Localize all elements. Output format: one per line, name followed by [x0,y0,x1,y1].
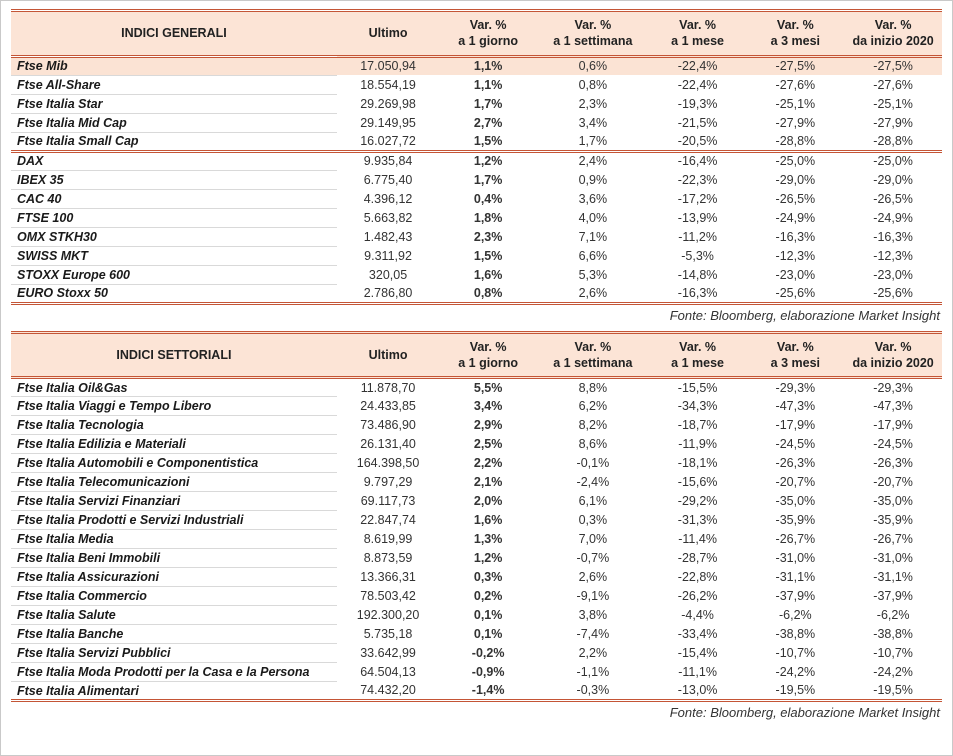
var-1w-value: 0,3% [578,513,608,527]
var-1m-value: -13,0% [677,683,718,698]
var-ytd-value: -24,2% [873,665,913,679]
var-ytd-value: -6,2% [876,608,910,622]
var-ytd-value: -27,5% [844,56,942,75]
index-name: IBEX 35 [11,170,337,189]
var-1m-value: -20,5% [677,133,718,148]
var-1g-value: -1,4% [471,683,505,698]
var-3m-value: -29,3% [775,380,816,395]
var-3m-value: -27,5% [746,56,844,75]
column-header-var-da-inizio-2020: Var. % da inizio 2020 [844,332,942,378]
index-row [11,227,942,246]
var-1w-value: 6,6% [578,248,608,263]
index-row [11,378,942,397]
index-row [11,265,942,284]
var-3m-value: -35,0% [775,494,816,508]
index-name: Ftse Italia Alimentari [11,682,337,701]
index-row [11,151,942,170]
column-header-nome: INDICI GENERALI [11,11,337,57]
var-1m-value: -15,4% [677,646,718,660]
header-row [11,332,942,378]
var-ytd-value: -27,6% [873,77,913,92]
var-1w-value: -7,4% [576,627,610,641]
ultimo-value: 13.366,31 [360,570,416,584]
var-1m-value: -21,5% [677,115,718,130]
index-row [11,113,942,132]
column-header-nome: INDICI SETTORIALI [11,332,337,378]
index-name: Ftse Italia Oil&Gas [11,378,337,397]
var-1g-value: 1,2% [473,551,503,565]
var-1m-value: -11,9% [678,437,717,451]
var-3m-value: -23,0% [775,267,816,282]
var-3m-value: -19,5% [775,683,816,698]
var-1w-value: 4,0% [578,210,608,225]
var-1w-value: -2,4% [576,475,610,489]
var-1w-value: -9,1% [576,589,610,603]
column-header-var-3-mesi: Var. % a 3 mesi [746,332,844,378]
index-name: Ftse Italia Small Cap [11,132,337,151]
index-row [11,170,942,189]
indici-generali-section [11,9,942,327]
ultimo-value: 4.396,12 [363,191,413,206]
index-name: OMX STKH30 [11,227,337,246]
var-1g-value: 2,1% [473,475,503,489]
var-1m-value: -16,4% [649,151,747,170]
var-1g-value: 1,3% [473,532,503,546]
var-3m-value: -38,8% [775,627,816,641]
ultimo-value: 17.050,94 [337,56,439,75]
var-ytd-value: -23,0% [873,267,913,282]
index-name: Ftse Italia Prodotti e Servizi Industriali [11,511,337,530]
column-header-var-1-mese: Var. % a 1 mese [649,332,747,378]
var-ytd-value: -25,0% [844,151,942,170]
ultimo-value: 29.269,98 [360,96,416,111]
var-3m-value: -28,8% [775,133,816,148]
indici-settoriali-section [11,331,942,725]
ultimo-value: 26.131,40 [360,437,416,451]
index-row [11,435,942,454]
ultimo-value: 73.486,90 [360,418,416,432]
ultimo-value: 78.503,42 [360,589,416,603]
var-1m-value: -22,4% [649,56,747,75]
index-name: Ftse All-Share [11,75,337,94]
column-header-var-1-mese: Var. % a 1 mese [649,11,747,57]
var-1w-value: 0,8% [578,77,608,92]
var-1g-value: 3,4% [473,399,503,413]
table-indici-generali [11,9,942,305]
var-3m-value: -25,1% [775,96,816,111]
ultimo-value: 74.432,20 [360,683,416,698]
source-note-settoriali: Fonte: Bloomberg, elaborazione Market Insight [669,705,940,720]
var-1w-value: 8,8% [578,380,608,395]
ultimo-value: 164.398,50 [356,456,420,470]
column-header-var-da-inizio-2020: Var. % da inizio 2020 [844,11,942,57]
table-indici-settoriali [11,331,942,703]
var-1w-value: 8,2% [578,418,608,432]
index-row [11,644,942,663]
index-name: Ftse Italia Commercio [11,587,337,606]
var-1g-value: 0,3% [473,570,503,584]
var-1m-value: -11,2% [678,229,717,244]
index-name: Ftse Italia Viaggi e Tempo Libero [11,397,337,416]
var-ytd-value: -35,9% [873,513,913,527]
ultimo-value: 5.735,18 [363,627,413,641]
var-1g-value: 0,2% [473,589,503,603]
var-1w-value: 2,6% [578,570,608,584]
index-row [11,284,942,303]
var-1g-value: 1,2% [439,151,537,170]
var-1g-value: 2,0% [473,494,503,508]
var-1m-value: -31,3% [677,513,718,527]
column-header-ultimo: Ultimo [337,11,439,57]
var-1m-value: -13,9% [677,210,718,225]
var-ytd-value: -29,0% [873,172,913,187]
column-header-ultimo: Ultimo [337,332,439,378]
ultimo-value: 9.311,92 [364,248,412,263]
var-ytd-value: -24,5% [873,437,913,451]
var-ytd-value: -31,1% [873,570,913,584]
var-1w-value: -0,3% [576,683,610,698]
var-ytd-value: -29,3% [873,380,913,395]
var-3m-value: -10,7% [775,646,816,660]
var-1m-value: -22,8% [677,570,718,584]
var-1w-value: 2,3% [578,96,608,111]
var-1w-value: 3,8% [578,608,608,622]
indici-generali-table-host [11,9,942,305]
ultimo-value: 18.554,19 [360,77,416,92]
ultimo-value: 8.619,99 [363,532,413,546]
ultimo-value: 64.504,13 [360,665,416,679]
var-1m-value: -16,3% [677,285,718,300]
var-3m-value: -27,9% [775,115,816,130]
var-ytd-value: -25,6% [873,285,913,300]
var-1m-value: -33,4% [677,627,718,641]
var-3m-value: -31,0% [775,551,816,565]
var-ytd-value: -20,7% [873,475,913,489]
var-1g-value: 1,6% [473,267,503,282]
header-row [11,11,942,57]
var-ytd-value: -24,9% [873,210,913,225]
index-row [11,606,942,625]
index-row [11,587,942,606]
var-1g-value: 2,3% [473,229,503,244]
var-1w-value: 3,6% [578,191,608,206]
index-name: Ftse Italia Mid Cap [11,113,337,132]
index-row [11,454,942,473]
index-row [11,663,942,682]
index-name: Ftse Italia Star [11,94,337,113]
var-ytd-value: -25,1% [873,96,913,111]
var-1g-value: -0,9% [471,665,505,679]
var-1g-value: 1,5% [473,133,503,148]
var-1m-value: -22,3% [677,172,718,187]
var-ytd-value: -47,3% [873,399,913,413]
index-name: STOXX Europe 600 [11,265,337,284]
index-name: FTSE 100 [11,208,337,227]
var-1w-value: -1,1% [576,665,610,679]
var-1g-value: 1,1% [473,77,503,92]
ultimo-value: 192.300,20 [356,608,420,622]
var-1g-value: 0,4% [473,191,503,206]
var-3m-value: -27,6% [775,77,816,92]
index-row [11,625,942,644]
var-3m-value: -29,0% [775,172,816,187]
var-1m-value: -15,6% [677,475,718,489]
index-name: SWISS MKT [11,246,337,265]
ultimo-value: 320,05 [368,267,408,282]
index-name: Ftse Italia Servizi Pubblici [11,644,337,663]
index-name: Ftse Italia Edilizia e Materiali [11,435,337,454]
index-row [11,492,942,511]
index-row [11,208,942,227]
index-row [11,94,942,113]
var-3m-value: -31,1% [775,570,816,584]
var-1m-value: -11,1% [678,665,717,679]
var-3m-value: -16,3% [775,229,816,244]
var-1w-value: 2,6% [578,285,608,300]
column-header-var-1-settimana: Var. % a 1 settimana [537,332,649,378]
var-1m-value: -18,1% [677,456,718,470]
var-1m-value: -18,7% [677,418,718,432]
index-name: EURO Stoxx 50 [11,284,337,303]
var-ytd-value: -26,7% [873,532,913,546]
source-note-generali: Fonte: Bloomberg, elaborazione Market Insight [669,307,940,323]
index-name: Ftse Mib [11,56,337,75]
index-row [11,246,942,265]
var-ytd-value: -37,9% [873,589,913,603]
var-3m-value: -25,0% [746,151,844,170]
ultimo-value: 24.433,85 [360,399,416,413]
ultimo-value: 6.775,40 [363,172,413,187]
var-1w-value: 2,4% [537,151,649,170]
index-name: Ftse Italia Banche [11,625,337,644]
ultimo-value: 22.847,74 [360,513,416,527]
var-1w-value: -0,7% [576,551,610,565]
var-1m-value: -28,7% [677,551,718,565]
var-1g-value: 0,8% [473,285,503,300]
var-1g-value: 1,1% [439,56,537,75]
var-1w-value: 6,2% [578,399,608,413]
index-row [11,56,942,75]
index-row [11,397,942,416]
var-1w-value: -0,1% [576,456,610,470]
index-name: Ftse Italia Servizi Finanziari [11,492,337,511]
var-3m-value: -24,9% [775,210,816,225]
var-ytd-value: -38,8% [873,627,913,641]
index-row [11,75,942,94]
var-ytd-value: -35,0% [873,494,913,508]
var-1w-value: 7,0% [578,532,608,546]
index-name: Ftse Italia Media [11,530,337,549]
var-3m-value: -37,9% [775,589,816,603]
var-1w-value: 1,7% [578,133,608,148]
ultimo-value: 9.935,84 [337,151,439,170]
var-1g-value: 0,1% [473,608,503,622]
var-1m-value: -19,3% [677,96,718,111]
index-name: Ftse Italia Moda Prodotti per la Casa e la Persona [11,663,337,682]
var-1m-value: -14,8% [677,267,718,282]
var-1w-value: 0,6% [537,56,649,75]
index-row [11,549,942,568]
var-1m-value: -29,2% [677,494,718,508]
var-3m-value: -47,3% [775,399,816,413]
index-row [11,530,942,549]
var-1g-value: 5,5% [473,380,503,395]
index-name: Ftse Italia Assicurazioni [11,568,337,587]
index-row [11,568,942,587]
column-header-var-1-giorno: Var. % a 1 giorno [439,332,537,378]
index-name: Ftse Italia Tecnologia [11,416,337,435]
var-1m-value: -34,3% [677,399,718,413]
ultimo-value: 33.642,99 [360,646,416,660]
ultimo-value: 2.786,80 [363,285,413,300]
index-row [11,511,942,530]
index-name: Ftse Italia Telecomunicazioni [11,473,337,492]
var-ytd-value: -10,7% [873,646,913,660]
ultimo-value: 16.027,72 [360,133,416,148]
ultimo-value: 11.878,70 [360,380,416,395]
var-1m-value: -15,5% [677,380,718,395]
index-row [11,416,942,435]
var-1w-value: 5,3% [578,267,608,282]
var-1g-value: 1,7% [473,96,503,111]
var-1g-value: 1,8% [473,210,503,225]
ultimo-value: 1.482,43 [363,229,413,244]
var-3m-value: -26,3% [775,456,816,470]
ultimo-value: 29.149,95 [360,115,416,130]
index-row [11,473,942,492]
var-1w-value: 2,2% [578,646,608,660]
ultimo-value: 8.873,59 [363,551,413,565]
var-3m-value: -6,2% [779,608,812,622]
var-3m-value: -26,7% [775,532,816,546]
var-ytd-value: -28,8% [873,133,913,148]
var-1w-value: 0,9% [578,172,608,187]
var-1g-value: 2,2% [473,456,503,470]
column-header-var-1-settimana: Var. % a 1 settimana [537,11,649,57]
var-ytd-value: -16,3% [873,229,913,244]
index-row [11,132,942,151]
var-1g-value: 1,6% [473,513,503,527]
var-1w-value: 3,4% [578,115,608,130]
index-name: CAC 40 [11,189,337,208]
index-row [11,189,942,208]
column-header-var-3-mesi: Var. % a 3 mesi [746,11,844,57]
var-3m-value: -25,6% [775,285,816,300]
var-ytd-value: -17,9% [873,418,913,432]
var-ytd-value: -26,5% [873,191,913,206]
index-row [11,682,942,701]
var-1g-value: 2,7% [473,115,503,130]
ultimo-value: 5.663,82 [363,210,413,225]
var-1w-value: 6,1% [578,494,608,508]
var-1g-value: -0,2% [471,646,505,660]
var-1m-value: -4,4% [681,608,714,622]
var-ytd-value: -19,5% [873,683,913,698]
index-name: Ftse Italia Automobili e Componentistica [11,454,337,473]
ultimo-value: 69.117,73 [360,494,416,508]
var-1g-value: 0,1% [473,627,503,641]
var-3m-value: -35,9% [775,513,816,527]
index-name: Ftse Italia Salute [11,606,337,625]
var-1m-value: -5,3% [681,248,714,263]
var-1g-value: 2,9% [473,418,503,432]
var-ytd-value: -12,3% [873,248,913,263]
var-ytd-value: -26,3% [873,456,913,470]
var-3m-value: -12,3% [775,248,816,263]
var-ytd-value: -27,9% [873,115,913,130]
var-3m-value: -24,5% [775,437,816,451]
indici-settoriali-table-host [11,331,942,703]
index-name: DAX [11,151,337,170]
var-1g-value: 1,7% [473,172,503,187]
var-1m-value: -26,2% [677,589,718,603]
var-1m-value: -17,2% [677,191,718,206]
var-1w-value: 8,6% [578,437,608,451]
var-ytd-value: -31,0% [873,551,913,565]
var-1g-value: 2,5% [473,437,503,451]
var-1m-value: -11,4% [678,532,717,546]
var-1g-value: 1,5% [473,248,503,263]
column-header-var-1-giorno: Var. % a 1 giorno [439,11,537,57]
var-3m-value: -20,7% [775,475,816,489]
ultimo-value: 9.797,29 [363,475,413,489]
var-3m-value: -24,2% [775,665,816,679]
var-1w-value: 7,1% [578,229,608,244]
var-3m-value: -17,9% [775,418,816,432]
var-1m-value: -22,4% [677,77,718,92]
var-3m-value: -26,5% [775,191,816,206]
index-name: Ftse Italia Beni Immobili [11,549,337,568]
